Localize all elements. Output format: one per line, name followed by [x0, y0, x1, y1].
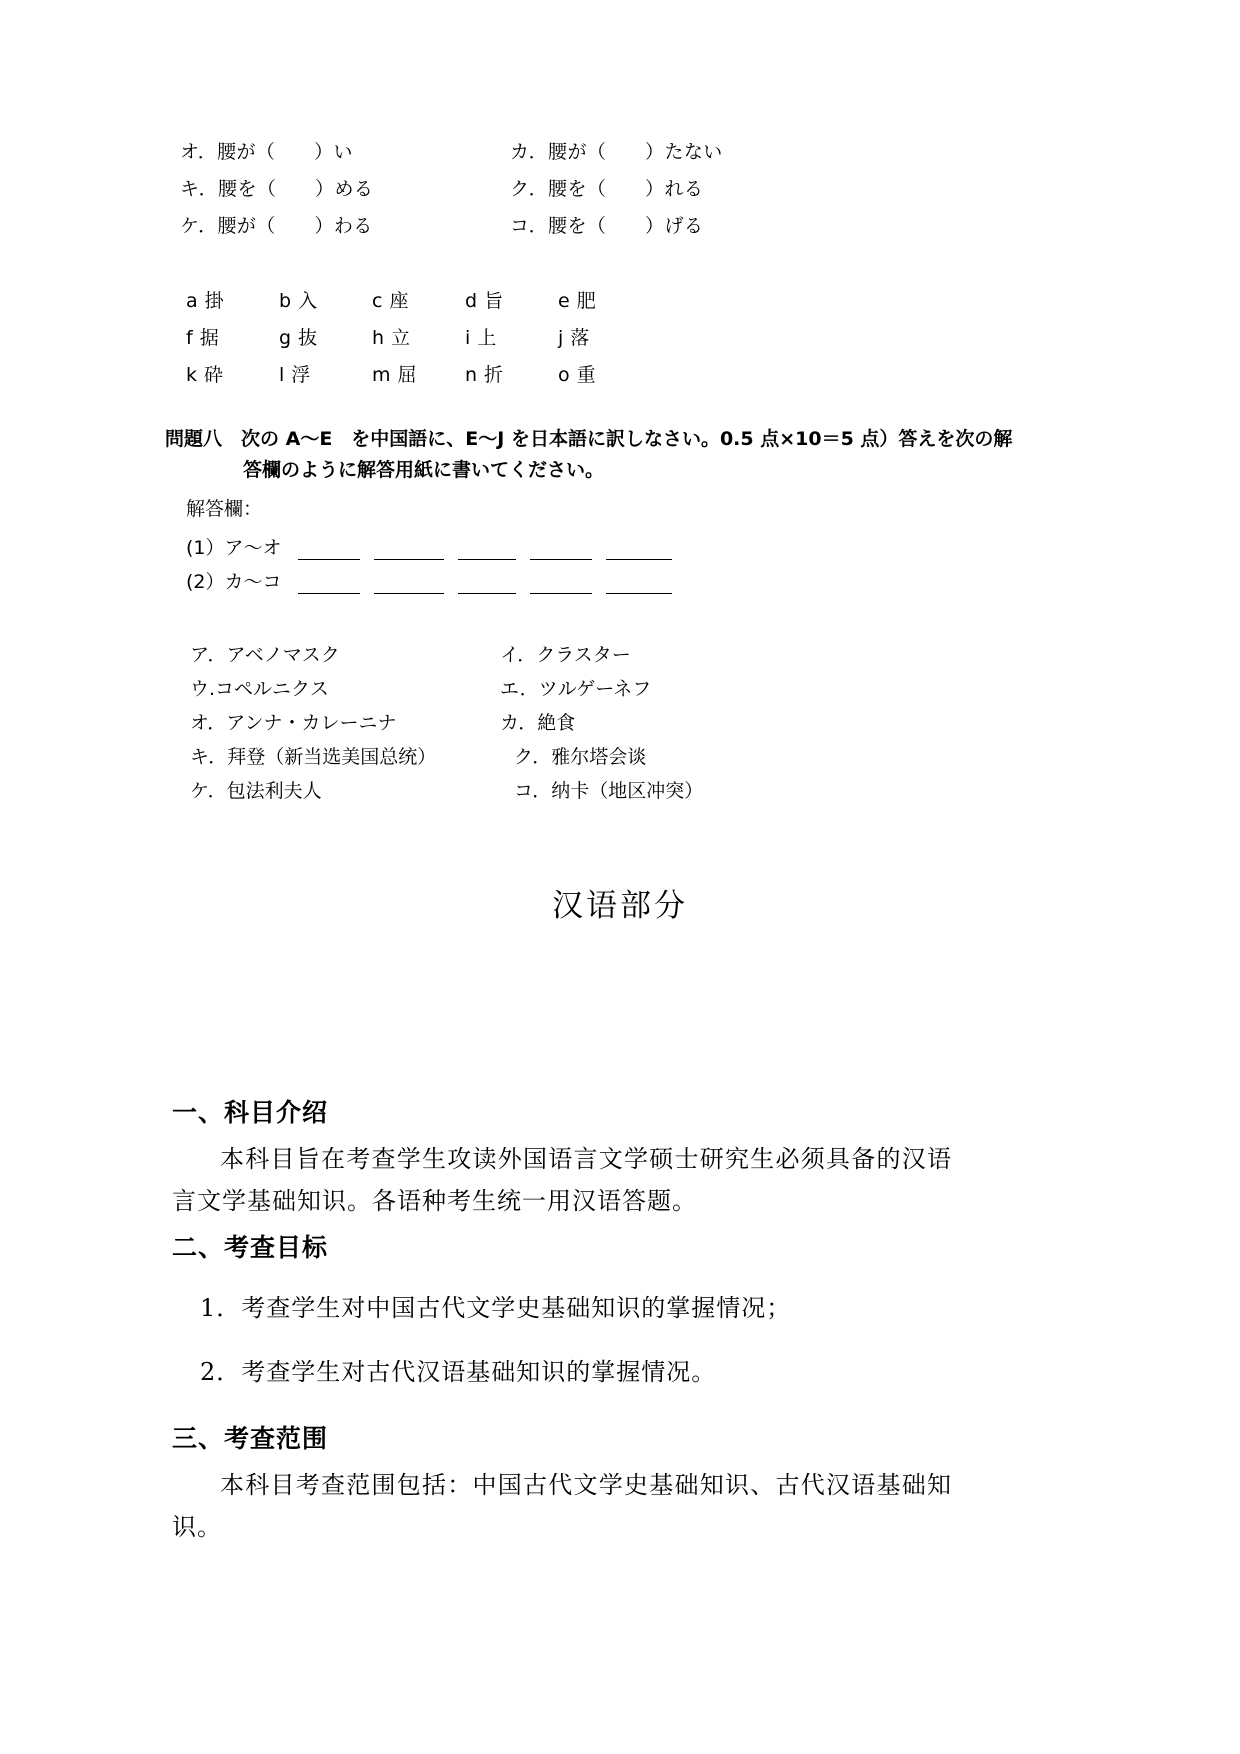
kanji-bank-item-m: [372, 360, 465, 387]
translation-choice-a: ア．アベノマスク: [190, 643, 340, 666]
kanji-bank-char: 砕: [204, 364, 224, 386]
kanji-pair-item-ku: ク．腰を（ ）れる: [510, 178, 704, 200]
kanji-bank-item-e: [558, 286, 651, 313]
kanji-bank-char: 立: [391, 327, 411, 349]
kanji-bank-item-k: [186, 360, 279, 387]
kanji-bank-row: [186, 355, 1086, 392]
kanji-bank-letter: b: [279, 290, 292, 312]
kanji-bank-item-o: [558, 360, 651, 387]
kanji-bank-char: 重: [576, 364, 596, 386]
translation-choice-row: [190, 738, 1090, 772]
kanji-bank-letter: m: [372, 364, 391, 386]
translation-choice-e: エ．ツルゲーネフ: [500, 677, 652, 700]
answer-row-1: [186, 526, 1086, 560]
kanji-pair-item-ke: ケ．腰が（ ）わる: [180, 215, 373, 237]
answer-row-1-label: (1）ア〜オ: [186, 537, 282, 559]
kanji-pair-row: [180, 206, 1080, 243]
translation-choice-ke: ケ．包法利夫人: [190, 779, 322, 802]
translation-choice-list: [190, 636, 1090, 806]
answer-column-block: [186, 492, 1086, 594]
kanji-bank-char: 旨: [484, 290, 504, 312]
kanji-bank-letter: n: [465, 364, 478, 386]
kanji-bank-item-g: [279, 323, 372, 350]
question-eight-line-1: 問題八 次の A〜E を中国語に、E〜J を日本語に訳しなさい。0.5 点×10＝5 点）答えを次の解: [165, 428, 1013, 450]
kanji-bank-row: [186, 281, 1086, 318]
translation-choice-o: オ．アンナ・カレーニナ: [190, 711, 397, 734]
kanji-bank-row: [186, 318, 1086, 355]
kanji-bank-letter: l: [279, 364, 285, 386]
kanji-bank-char: 抜: [298, 327, 318, 349]
kanji-bank-letter: c: [372, 290, 383, 312]
question-eight-line-2: 答欄のように解答用紙に書いてください。: [243, 459, 605, 481]
kanji-bank-item-j: [558, 323, 651, 350]
kanji-bank-char: 肥: [576, 290, 596, 312]
chinese-section-1-body: 本科目旨在考查学生攻读外国语言文学硕士研究生必须具备的汉语言文学基础知识。各语种考生统一用汉语答题。: [172, 1145, 952, 1215]
translation-choice-i: イ．クラスター: [500, 643, 631, 666]
chinese-section-2-heading: 二、考查目标: [172, 1233, 329, 1262]
translation-choice-row: [190, 670, 1090, 704]
kanji-bank-item-d: [465, 286, 558, 313]
kanji-bank-char: 掛: [204, 290, 224, 312]
kanji-bank-item-l: [279, 360, 372, 387]
answer-blank[interactable]: [530, 571, 592, 594]
translation-choice-ku: ク．雅尔塔会谈: [514, 745, 647, 768]
translation-choice-ka: カ．絶食: [500, 711, 576, 734]
answer-blank[interactable]: [298, 571, 360, 594]
kanji-bank-letter: j: [558, 327, 564, 349]
answer-blank[interactable]: [458, 537, 516, 560]
kanji-bank-letter: a: [186, 290, 198, 312]
chinese-section-3-heading: 三、考查范围: [172, 1424, 329, 1453]
kanji-bank-letter: d: [465, 290, 478, 312]
chinese-part-title: 汉语部分: [552, 888, 688, 924]
translation-choice-ko: コ．纳卡（地区冲突）: [514, 779, 704, 802]
kanji-bank-char: 入: [298, 290, 318, 312]
answer-row-2-label: (2）カ〜コ: [186, 571, 282, 593]
kanji-pair-row: [180, 132, 1080, 169]
kanji-bank-item-f: [186, 323, 279, 350]
answer-blank[interactable]: [606, 571, 672, 594]
kanji-pair-item-ki: キ．腰を（ ）める: [180, 178, 374, 200]
chinese-section-1-heading: 一、科目介绍: [172, 1098, 329, 1127]
answer-row-2: [186, 560, 1086, 594]
chinese-section-3-body: 本科目考查范围包括：中国古代文学史基础知识、古代汉语基础知识。: [172, 1471, 952, 1541]
kanji-fill-in-pairs: [180, 132, 1080, 243]
kanji-bank-item-n: [465, 360, 558, 387]
answer-blank[interactable]: [374, 537, 444, 560]
kanji-pair-item-ka: カ．腰が（ ）たない: [510, 141, 723, 163]
chinese-section-2-item-2: 2．考查学生对古代汉语基础知识的掌握情况。: [200, 1358, 717, 1386]
chinese-section-2-item-1: 1．考查学生对中国古代文学史基础知识的掌握情况；: [200, 1294, 792, 1322]
answer-blank[interactable]: [606, 537, 672, 560]
kanji-bank-letter: f: [186, 327, 193, 349]
kanji-bank-letter: i: [465, 327, 471, 349]
answer-blank[interactable]: [298, 537, 360, 560]
kanji-bank-letter: g: [279, 327, 292, 349]
kanji-pair-item-o: オ．腰が（ ）い: [180, 141, 353, 163]
kanji-bank-char: 屈: [397, 364, 417, 386]
kanji-pair-item-ko: コ．腰を（ ）げる: [510, 215, 704, 237]
kanji-bank-char: 折: [484, 364, 504, 386]
kanji-bank-char: 浮: [291, 364, 311, 386]
kanji-bank-char: 落: [570, 327, 590, 349]
answer-blank[interactable]: [374, 571, 444, 594]
translation-choice-row: [190, 704, 1090, 738]
kanji-bank-item-i: [465, 323, 558, 350]
question-eight-heading: [165, 424, 1065, 486]
translation-choice-ki: キ．拜登（新当选美国总统）: [190, 745, 437, 768]
kanji-pair-row: [180, 169, 1080, 206]
translation-choice-row: [190, 636, 1090, 670]
answer-column-label: 解答欄：: [186, 498, 263, 520]
kanji-bank-char: 座: [389, 290, 409, 312]
kanji-bank-letter: o: [558, 364, 570, 386]
kanji-bank-letter: h: [372, 327, 385, 349]
kanji-bank-char: 据: [199, 327, 219, 349]
translation-choice-row: [190, 772, 1090, 806]
kanji-bank-letter: e: [558, 290, 570, 312]
kanji-answer-bank: [186, 281, 1086, 392]
answer-blank[interactable]: [530, 537, 592, 560]
translation-choice-u: ウ.コペルニクス: [190, 677, 329, 700]
kanji-bank-letter: k: [186, 364, 198, 386]
kanji-bank-item-a: [186, 286, 279, 313]
kanji-bank-item-c: [372, 286, 465, 313]
answer-blank[interactable]: [458, 571, 516, 594]
kanji-bank-char: 上: [477, 327, 497, 349]
kanji-bank-item-b: [279, 286, 372, 313]
kanji-bank-item-h: [372, 323, 465, 350]
